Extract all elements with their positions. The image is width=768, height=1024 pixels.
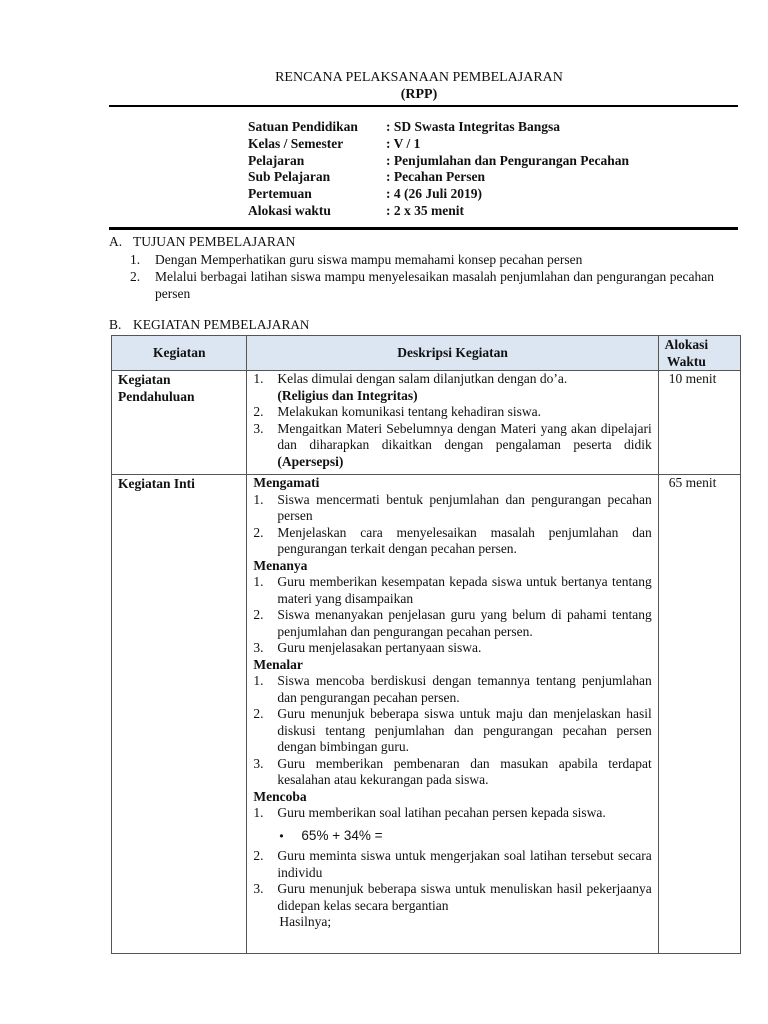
list-text-bold: (Religius dan Integritas) [277,387,418,403]
identity-row-pertemuan [248,186,629,203]
list-item [130,268,714,302]
list-number: 1. [253,673,264,688]
subheading-mengamati: Mengamati [253,475,320,490]
list-item [253,421,651,471]
section-title: KEGIATAN PEMBELAJAR [133,317,291,332]
identity-value: : 2 x 35 menit [386,202,464,218]
list-text: Kelas dimulai dengan salam dilanjutkan dengan do’a. [277,371,568,386]
identity-value: : Pecahan Persen [386,169,485,185]
activity-description [247,475,658,954]
list-text: Guru meminta siswa untuk mengerjakan soal latihan tersebut secara individu [277,848,652,880]
identity-bottom-rule [109,227,738,230]
header-deskripsi: Deskripsi Kegiatan [247,336,658,371]
top-rule [109,105,738,107]
list-item [253,404,651,421]
document-title: RENCANA PELAKSANAAN PEMBELAJARAN [275,70,563,85]
list-number: 1. [253,805,264,820]
activity-name: Kegiatan Pendahuluan [112,371,247,475]
subheading-menalar: Menalar [253,656,303,672]
list-text: Guru menunjuk beberapa siswa untuk menuliskan hasil pekerjaanya didepan kelas secara bergantian [277,881,652,913]
list-number: 3. [253,640,264,655]
list-text: Guru memberikan kesempatan kepada siswa untuk bertanya tentang materi yang disampaikan [277,574,652,606]
list-text: Guru menunjuk beberapa siswa untuk maju dan menjelaskan hasil diskusi tentang penjumlahan dan pengurangan pecahan persen dengan bimbingan guru. [277,706,652,754]
identity-value: : V / 1 [386,135,421,151]
identity-key: Sub Pelajaran [248,169,331,185]
identity-row-kelas [248,136,629,153]
header-alokasi-line1: Alokasi [664,337,709,352]
identity-key: Kelas / Semester [248,135,344,151]
list-text: Melalui berbagai latihan siswa mampu menyelesaikan masalah penjumlahan dan pengurangan pecahan persen [155,269,714,301]
subheading-mencoba: Mencoba [253,788,307,804]
list-text: Mengaitkan Materi Sebelumnya dengan Materi yang akan dipelajari dan diharapkan dikaitkan dengan pengalaman peserta didik [277,420,652,452]
activity-time: 10 menit [658,371,740,475]
list-number: 2. [253,404,264,419]
list-item [130,251,714,268]
identity-key: Alokasi waktu [248,202,331,218]
list-text: Melakukan komunikasi tentang kehadiran siswa. [277,404,541,419]
list-text: Siswa menanyakan penjelasan guru yang belum di pahami tentang penjumlahan dan pengurangan pecahan persen. [277,607,652,639]
list-text: Siswa mencermati bentuk penjumlahan dan pengurangan pecahan persen [277,491,652,523]
list-number: 2. [253,848,264,863]
list-number: 1. [253,491,264,507]
activity-name: Kegiatan Inti [112,475,247,954]
list-number: 1. [130,252,141,267]
section-b-heading [109,317,309,333]
list-item [253,673,651,706]
document-subtitle: (RPP) [400,87,438,102]
list-item [253,848,651,881]
bullet-icon: • [279,828,284,843]
subheading-menanya: Menanya [253,557,308,573]
identity-value: : SD Swasta Integritas Bangsa [386,119,561,134]
section-a-heading [109,234,295,250]
table-header-row [112,336,741,371]
table-row [112,371,741,475]
list-text-bold: (Apersepsi) [277,453,344,469]
list-item [253,881,651,914]
list-text: Guru memberikan soal latihan pecahan persen kepada siswa. [277,805,606,820]
list-number: 3. [253,881,264,896]
identity-row-sub-pelajaran [248,169,629,186]
list-item [253,640,651,657]
list-number: 2. [253,607,264,622]
result-label: Hasilnya; [279,914,332,929]
activity-description [247,371,658,475]
identity-row-pelajaran [248,153,629,170]
exercise-formula [279,828,651,845]
table-row [112,475,741,954]
identity-row-satuan [248,119,629,136]
header-alokasi-line2: Waktu [666,354,706,369]
list-number: 2. [253,706,264,721]
identity-value: : Penjumlahan dan Pengurangan Pecahan [386,152,630,168]
list-item [253,574,651,607]
identity-key: Satuan Pendidikan [248,119,358,134]
list-text: Siswa mencoba berdiskusi dengan temannya tentang penjumlahan dan pengurangan pecahan persen. [277,673,652,705]
list-text: Menjelaskan cara menyelesaikan masalah penjumlahan dan pengurangan terkait dengan pecahan persen. [277,524,652,556]
identity-key: Pertemuan [248,186,312,202]
list-item [253,371,651,404]
list-item [253,607,651,640]
list-number: 2. [130,269,141,284]
list-number: 1. [253,574,264,589]
activities-table [111,335,741,954]
header-kegiatan: Kegiatan [112,336,247,371]
list-item [253,492,651,525]
list-item [253,756,651,789]
activity-time: 65 menit [658,475,740,954]
list-text: Guru menjelasakan pertanyaan siswa. [277,640,482,655]
section-title-end: AN [290,317,310,332]
header-alokasi [658,336,740,371]
list-number: 1. [253,371,264,386]
section-letter: A. [109,234,123,249]
list-number: 2. [253,524,264,540]
identity-block [248,119,629,220]
list-item [253,706,651,756]
identity-key: Pelajaran [248,152,305,168]
objectives-list [130,251,714,302]
section-letter: B. [109,317,122,332]
list-number: 3. [253,755,264,771]
identity-row-alokasi [248,203,629,220]
list-number: 3. [253,420,264,436]
section-title: TUJUAN PEMBELAJARAN [133,234,296,249]
list-item [253,805,651,822]
list-text: Dengan Memperhatikan guru siswa mampu memahami konsep pecahan persen [155,252,583,267]
list-item [253,525,651,558]
list-text: Guru memberikan pembenaran dan masukan apabila terdapat kesalahan atau kekurangan pada siswa. [277,755,652,787]
identity-value: : 4 (26 Juli 2019) [386,186,482,202]
formula-text: 65% + 34% = [301,827,383,843]
